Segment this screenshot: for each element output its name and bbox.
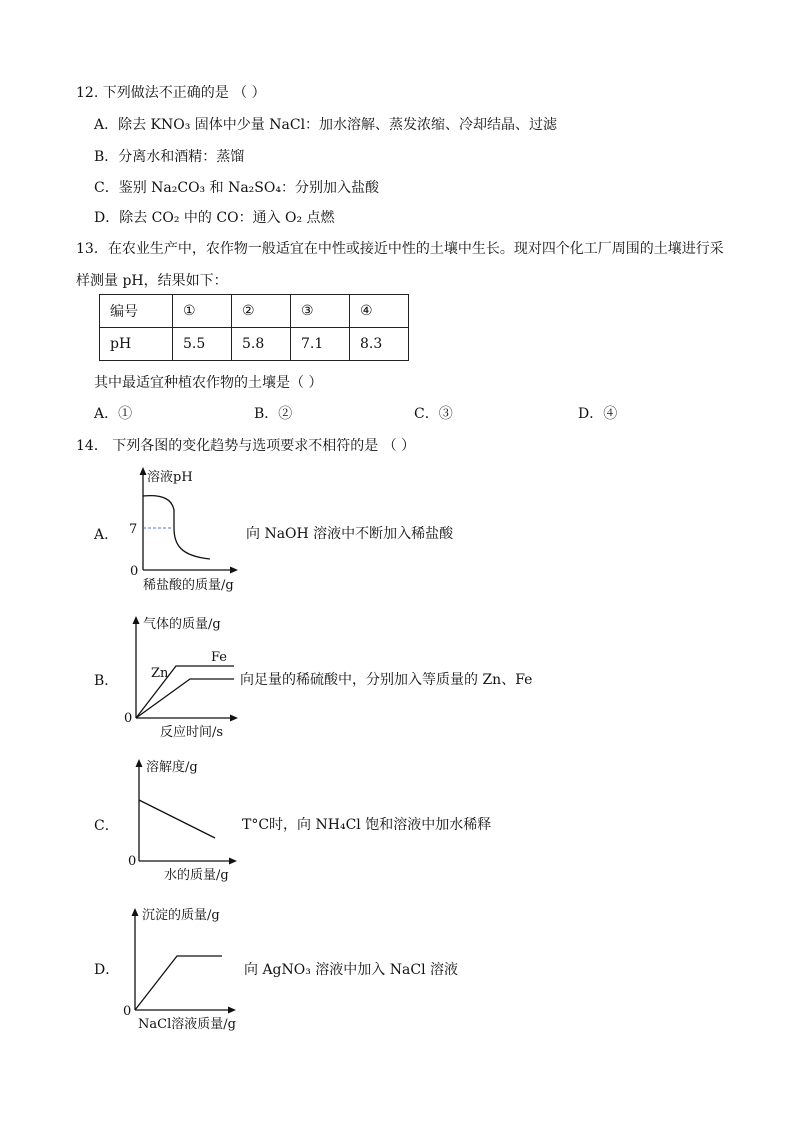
graph-b <box>118 612 243 742</box>
q14-option-c-letter: C． <box>94 818 119 834</box>
ph-table-header-row <box>100 295 409 328</box>
q13-option-a: A．① <box>94 406 133 422</box>
graph-a-xlabel: 稀盐酸的质量/g <box>143 578 234 593</box>
table-cell: 8.3 <box>350 328 409 361</box>
q14-stem: 14． 下列各图的变化趋势与选项要求不相符的是 （ ） <box>76 438 416 454</box>
table-cell: 5.8 <box>232 328 291 361</box>
graph-d-ylabel: 沉淀的质量/g <box>142 908 220 923</box>
graph-d-origin: 0 <box>123 1004 132 1019</box>
q14-option-d-letter: D． <box>94 962 120 978</box>
graph-b-desc: 向足量的稀硫酸中，分别加入等质量的 Zn、Fe <box>240 672 533 688</box>
graph-a-origin: 0 <box>130 564 139 579</box>
graph-d-xlabel: NaCl溶液质量/g <box>138 1017 236 1032</box>
graph-d-desc: 向 AgNO₃ 溶液中加入 NaCl 溶液 <box>244 962 458 978</box>
table-cell: pH <box>100 328 173 361</box>
q12-option-d: D．除去 CO₂ 中的 CO：通入 O₂ 点燃 <box>94 210 335 226</box>
ph-table <box>99 294 409 361</box>
graph-c <box>120 753 245 885</box>
table-cell: ④ <box>350 295 409 328</box>
graph-a-tick-7: 7 <box>129 522 138 537</box>
q12-option-c: C．鉴别 Na₂CO₃ 和 Na₂SO₄：分别加入盐酸 <box>94 180 379 196</box>
graph-c-ylabel: 溶解度/g <box>146 760 198 775</box>
q13-question: 其中最适宜种植农作物的土壤是（ ） <box>94 375 323 391</box>
table-cell: ③ <box>291 295 350 328</box>
table-cell: 5.5 <box>173 328 232 361</box>
graph-b-series-fe: Fe <box>211 650 228 665</box>
q13-stem-line2: 样测量 pH，结果如下： <box>76 273 228 289</box>
graph-b-series-zn: Zn <box>151 666 169 681</box>
q12-stem: 12. 下列做法不正确的是 （ ） <box>76 85 266 101</box>
q14-option-b-letter: B． <box>94 673 119 689</box>
q13-option-b: B．② <box>254 406 293 422</box>
q12-option-a: A．除去 KNO₃ 固体中少量 NaCl：加水溶解、蒸发浓缩、冷却结晶、过滤 <box>94 117 558 133</box>
table-cell: ② <box>232 295 291 328</box>
graph-b-ylabel: 气体的质量/g <box>143 617 221 632</box>
q13-stem-line1: 13．在农业生产中，农作物一般适宜在中性或接近中性的土壤中生长。现对四个化工厂周围的土壤进行采 <box>76 241 724 257</box>
graph-b-origin: 0 <box>124 711 133 726</box>
graph-a-desc: 向 NaOH 溶液中不断加入稀盐酸 <box>246 526 454 542</box>
q14-option-a-letter: A． <box>94 527 119 543</box>
ph-table-value-row <box>100 328 409 361</box>
graph-c-desc: T°C时，向 NH₄Cl 饱和溶液中加水稀释 <box>242 817 492 833</box>
graph-c-xlabel: 水的质量/g <box>164 868 229 883</box>
graph-a <box>120 462 245 594</box>
graph-c-origin: 0 <box>128 854 137 869</box>
q13-option-c: C．③ <box>414 406 453 422</box>
graph-b-xlabel: 反应时间/s <box>160 725 224 740</box>
q13-option-d: D．④ <box>578 406 618 422</box>
q12-option-b: B．分离水和酒精：蒸馏 <box>94 149 245 165</box>
table-cell: 7.1 <box>291 328 350 361</box>
graph-a-ylabel: 溶液pH <box>147 470 193 485</box>
table-cell: ① <box>173 295 232 328</box>
graph-d <box>118 898 246 1034</box>
table-cell: 编号 <box>100 295 173 328</box>
